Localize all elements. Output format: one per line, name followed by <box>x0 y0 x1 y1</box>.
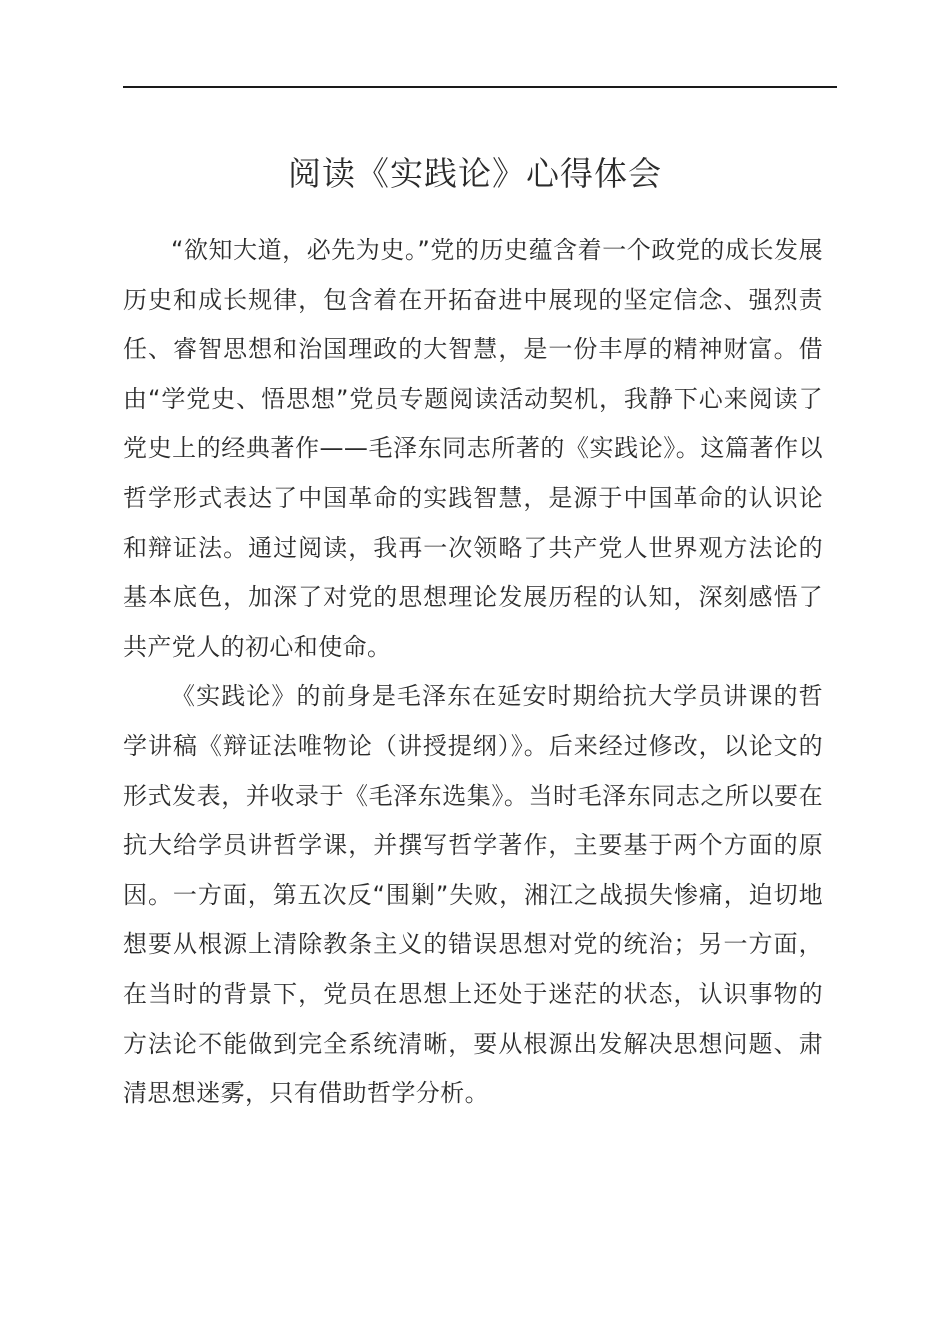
paragraph-1: “欲知大道，必先为史。”党的历史蕴含着一个政党的成长发展历史和成长规律，包含着在开拓奋进中展现的坚定信念、强烈责任、睿智思想和治国理政的大智慧，是一份丰厚的精神财富。借由“学党史、悟思想”党员专题阅读活动契机，我静下心来阅读了党史上的经典著作——毛泽东同志所著的《实践论》。这篇著作以哲学形式表达了中国革命的实践智慧，是源于中国革命的认识论和辩证法。通过阅读，我再一次领略了共产党人世界观方法论的基本底色，加深了对党的思想理论发展历程的认知，深刻感悟了共产党人的初心和使命。 <box>123 236 823 661</box>
page-title: 阅读《实践论》心得体会 <box>288 154 662 193</box>
paragraph-2: 《实践论》的前身是毛泽东在延安时期给抗大学员讲课的哲学讲稿《辩证法唯物论（讲授提纲）》。后来经过修改，以论文的形式发表，并收录于《毛泽东选集》。当时毛泽东同志之所以要在抗大给学员讲哲学课，并撰写哲学著作，主要基于两个方面的原因。一方面，第五次反“围剿”失败，湘江之战损失惨痛，迫切地想要从根源上清除教条主义的错误思想对党的统治；另一方面，在当时的背景下，党员在思想上还处于迷茫的状态，认识事物的方法论不能做到完全系统清晰，要从根源出发解决思想问题、肃清思想迷雾，只有借助哲学分析。 <box>123 682 823 1108</box>
document-body <box>123 226 823 1119</box>
header-rule <box>123 86 837 88</box>
